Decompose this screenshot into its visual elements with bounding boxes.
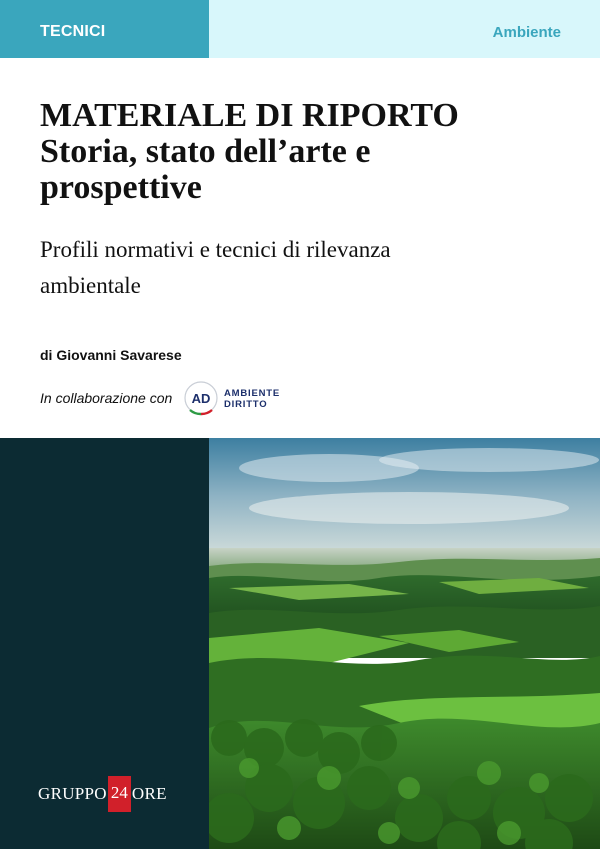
publisher-name-ore: ORE <box>131 784 167 803</box>
subtitle-line-1: Profili normativi e tecnici di rilevanza <box>40 237 391 262</box>
title-line-1: MATERIALE DI RIPORTO <box>40 97 459 134</box>
collaboration-text: In collaborazione con <box>40 390 173 406</box>
title-line-2: Storia, stato dell’arte e <box>40 133 371 170</box>
logo-monogram: AD <box>191 391 211 406</box>
publisher-logo <box>38 776 167 812</box>
partner-name-line-1: AMBIENTE <box>224 388 281 399</box>
ambiente-diritto-logo <box>183 380 219 416</box>
forest-landscape-image <box>209 438 600 849</box>
author-line: di Giovanni Savarese <box>40 347 182 363</box>
title-line-3: prospettive <box>40 169 202 206</box>
publisher-name-24: 24 <box>108 776 131 812</box>
book-title <box>40 98 580 206</box>
partner-wordmark <box>224 388 280 410</box>
subtitle-line-2: ambientale <box>40 273 141 298</box>
topic-label: Ambiente <box>492 24 561 41</box>
publisher-name-gruppo: GRUPPO <box>38 784 107 803</box>
book-subtitle <box>40 232 560 304</box>
partner-name-line-2: DIRITTO <box>224 399 268 410</box>
series-label: TECNICI <box>40 23 106 40</box>
